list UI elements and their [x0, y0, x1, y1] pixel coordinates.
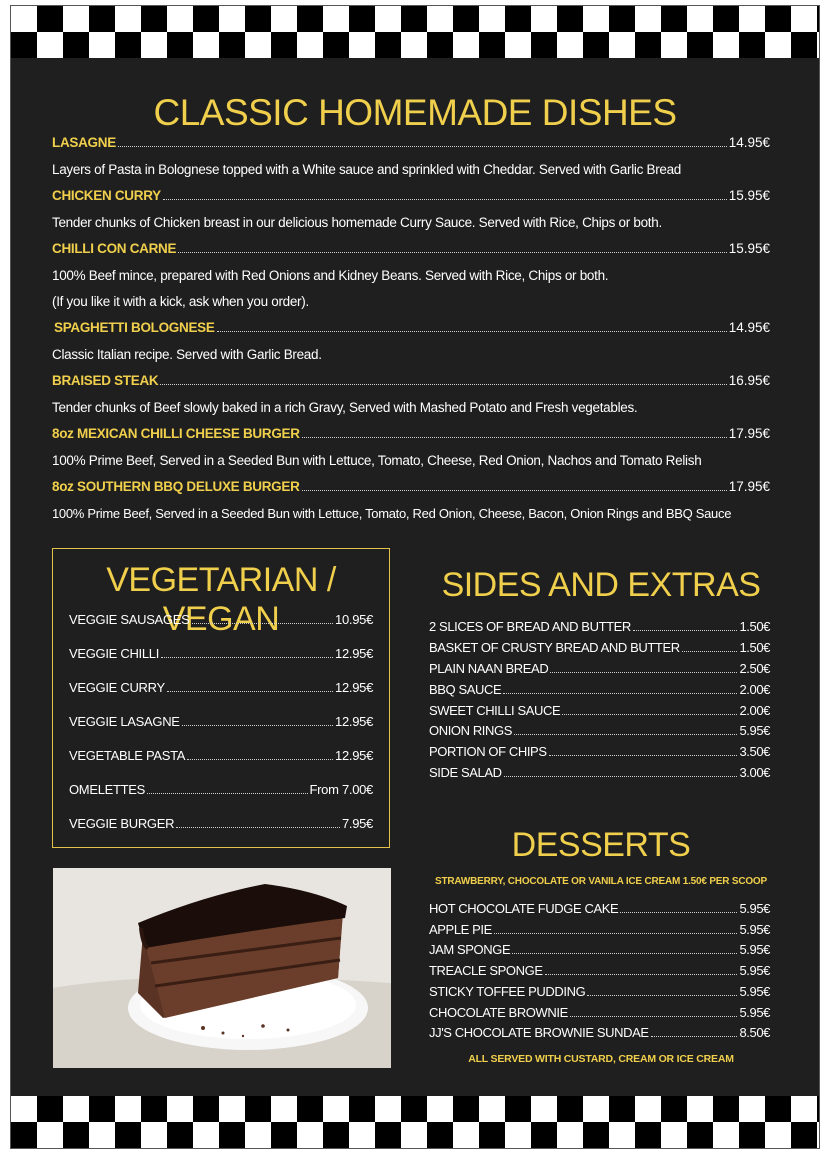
item-price: 15.95€	[728, 188, 770, 203]
leader-dots	[562, 703, 737, 715]
desserts-footer-note: ALL SERVED WITH CUSTARD, CREAM OR ICE CREAM	[468, 1053, 734, 1065]
leader-dots	[682, 640, 738, 652]
leader-dots	[178, 241, 727, 253]
item-price: 17.95€	[728, 479, 770, 494]
item-name: BASKET OF CRUSTY BREAD AND BUTTER	[429, 640, 680, 655]
side-item	[429, 722, 770, 739]
leader-dots	[163, 188, 727, 200]
item-price: 5.95€	[739, 942, 770, 957]
leader-dots	[176, 816, 340, 828]
checkered-border-top	[11, 6, 819, 58]
item-name: VEGGIE CHILLI	[69, 646, 160, 661]
leader-dots	[651, 1025, 738, 1037]
leader-dots	[570, 1005, 738, 1017]
side-item	[429, 702, 770, 719]
item-price: 12.95€	[335, 680, 373, 695]
side-item	[429, 743, 770, 760]
item-name: VEGGIE CURRY	[69, 680, 165, 695]
side-item	[429, 639, 770, 656]
leader-dots	[161, 646, 333, 658]
chocolate-cake-slice-icon	[53, 868, 391, 1068]
leader-dots	[192, 612, 334, 624]
item-name: VEGETABLE PASTA	[69, 748, 186, 763]
dessert-item	[429, 1004, 770, 1021]
veg-item	[69, 747, 373, 765]
item-price: 12.95€	[335, 646, 373, 661]
leader-dots	[147, 782, 307, 794]
item-price: 2.00€	[739, 703, 770, 718]
item-name: SIDE SALAD	[429, 765, 502, 780]
item-price: 5.95€	[739, 922, 770, 937]
item-name: JAM SPONGE	[429, 942, 511, 957]
leader-dots	[118, 135, 727, 147]
side-item	[429, 660, 770, 677]
veg-item	[69, 679, 373, 697]
leader-dots	[302, 479, 727, 491]
item-price: 12.95€	[335, 748, 373, 763]
item-name: CHOCOLATE BROWNIE	[429, 1005, 568, 1020]
leader-dots	[550, 661, 737, 673]
leader-dots	[302, 426, 727, 438]
side-item	[429, 681, 770, 698]
item-price: 5.95€	[739, 1005, 770, 1020]
item-name: VEGGIE BURGER	[69, 816, 175, 831]
vegetarian-section-title: VEGETARIAN / VEGAN	[106, 561, 336, 638]
leader-dots	[167, 680, 333, 692]
item-price: 3.00€	[739, 765, 770, 780]
desserts-section-title: DESSERTS	[511, 826, 691, 864]
classic-item-braised-steak	[52, 372, 770, 390]
item-price: 12.95€	[335, 714, 373, 729]
leader-dots	[503, 682, 737, 694]
item-price: 1.50€	[739, 619, 770, 634]
classic-item-lasagne	[52, 134, 770, 152]
dessert-item	[429, 900, 770, 917]
classic-item-spaghetti-bolognese	[54, 319, 770, 337]
classic-item-chilli-con-carne	[52, 240, 770, 258]
veg-item	[69, 781, 373, 799]
item-name: APPLE PIE	[429, 922, 492, 937]
leader-dots	[504, 765, 738, 777]
item-name: LASAGNE	[52, 135, 116, 150]
chocolate-cake-photo	[53, 868, 391, 1068]
item-price: 16.95€	[728, 373, 770, 388]
item-name: JJ'S CHOCOLATE BROWNIE SUNDAE	[429, 1025, 649, 1040]
veg-item	[69, 645, 373, 663]
leader-dots	[549, 744, 738, 756]
dessert-item	[429, 941, 770, 958]
item-description: 100% Prime Beef, Served in a Seeded Bun with Lettuce, Tomato, Red Onion, Cheese, Bacon, Onion Rings and BBQ Sauce	[52, 506, 732, 521]
classic-item-chicken-curry	[52, 187, 770, 205]
item-price: 7.95€	[341, 816, 373, 831]
item-price: From 7.00€	[309, 782, 373, 797]
item-price: 1.50€	[739, 640, 770, 655]
item-name: PLAIN NAAN BREAD	[429, 661, 549, 676]
item-name: TREACLE SPONGE	[429, 963, 543, 978]
classic-item-mexican-burger	[52, 425, 770, 443]
item-price: 10.95€	[335, 612, 373, 627]
dessert-item	[429, 1024, 770, 1041]
item-name: 8oz SOUTHERN BBQ DELUXE BURGER	[52, 479, 300, 494]
item-description: Classic Italian recipe. Served with Garlic Bread.	[52, 347, 322, 362]
side-item	[429, 764, 770, 781]
leader-dots	[494, 922, 738, 934]
leader-dots	[545, 963, 738, 975]
item-name: 8oz MEXICAN CHILLI CHEESE BURGER	[52, 426, 300, 441]
item-price: 5.95€	[739, 984, 770, 999]
leader-dots	[512, 942, 737, 954]
item-price: 14.95€	[728, 135, 770, 150]
item-name: ONION RINGS	[429, 723, 512, 738]
item-description: 100% Prime Beef, Served in a Seeded Bun with Lettuce, Tomato, Cheese, Red Onion, Nachos and Tomato Relish	[52, 453, 702, 468]
item-price: 8.50€	[739, 1025, 770, 1040]
item-description: Layers of Pasta in Bolognese topped with a White sauce and sprinkled with Cheddar. Served with Garlic Bread	[52, 162, 682, 177]
item-description: 100% Beef mince, prepared with Red Onions and Kidney Beans. Served with Rice, Chips or both.	[52, 268, 609, 283]
vegetarian-box	[52, 548, 390, 848]
checkered-border-bottom	[11, 1096, 819, 1148]
item-name: SPAGHETTI BOLOGNESE	[54, 320, 215, 335]
classic-section-title: CLASSIC HOMEMADE DISHES	[153, 92, 677, 133]
item-name: BRAISED STEAK	[52, 373, 159, 388]
leader-dots	[620, 901, 737, 913]
leader-dots	[514, 723, 737, 735]
sides-section-title: SIDES AND EXTRAS	[441, 566, 761, 604]
item-price: 3.50€	[739, 744, 770, 759]
ice-cream-note: STRAWBERRY, CHOCOLATE OR VANILA ICE CREAM 1.50€ PER SCOOP	[435, 876, 767, 887]
item-name: STICKY TOFFEE PUDDING	[429, 984, 586, 999]
dessert-item	[429, 983, 770, 1000]
item-description: Tender chunks of Chicken breast in our delicious homemade Curry Sauce. Served with Rice, Chips or both.	[52, 215, 662, 230]
menu-page	[10, 5, 820, 1149]
leader-dots	[187, 748, 333, 760]
side-item	[429, 618, 770, 635]
veg-item	[69, 713, 373, 731]
item-price: 2.50€	[739, 661, 770, 676]
item-name: SWEET CHILLI SAUCE	[429, 703, 561, 718]
item-price: 15.95€	[728, 241, 770, 256]
item-price: 14.95€	[728, 320, 770, 335]
item-name: OMELETTES	[69, 782, 146, 797]
item-description-note: (If you like it with a kick, ask when you order).	[52, 294, 309, 309]
dessert-item	[429, 921, 770, 938]
dessert-item	[429, 962, 770, 979]
item-price: 5.95€	[739, 901, 770, 916]
item-name: BBQ SAUCE	[429, 682, 502, 697]
item-name: HOT CHOCOLATE FUDGE CAKE	[429, 901, 619, 916]
item-name: VEGGIE LASAGNE	[69, 714, 180, 729]
leader-dots	[160, 373, 726, 385]
item-name: CHILLI CON CARNE	[52, 241, 177, 256]
veg-item	[69, 815, 373, 833]
veg-item	[69, 611, 373, 629]
item-price: 2.00€	[739, 682, 770, 697]
classic-item-bbq-burger	[52, 478, 770, 496]
item-price: 5.95€	[739, 963, 770, 978]
item-name: CHICKEN CURRY	[52, 188, 161, 203]
item-price: 5.95€	[739, 723, 770, 738]
leader-dots	[633, 619, 738, 631]
item-name: 2 SLICES OF BREAD AND BUTTER	[429, 619, 631, 634]
item-name: VEGGIE SAUSAGES	[69, 612, 190, 627]
leader-dots	[587, 984, 737, 996]
leader-dots	[217, 320, 727, 332]
item-description: Tender chunks of Beef slowly baked in a rich Gravy, Served with Mashed Potato and Fresh vegetables.	[52, 400, 638, 415]
item-name: PORTION OF CHIPS	[429, 744, 547, 759]
item-price: 17.95€	[728, 426, 770, 441]
leader-dots	[182, 714, 333, 726]
